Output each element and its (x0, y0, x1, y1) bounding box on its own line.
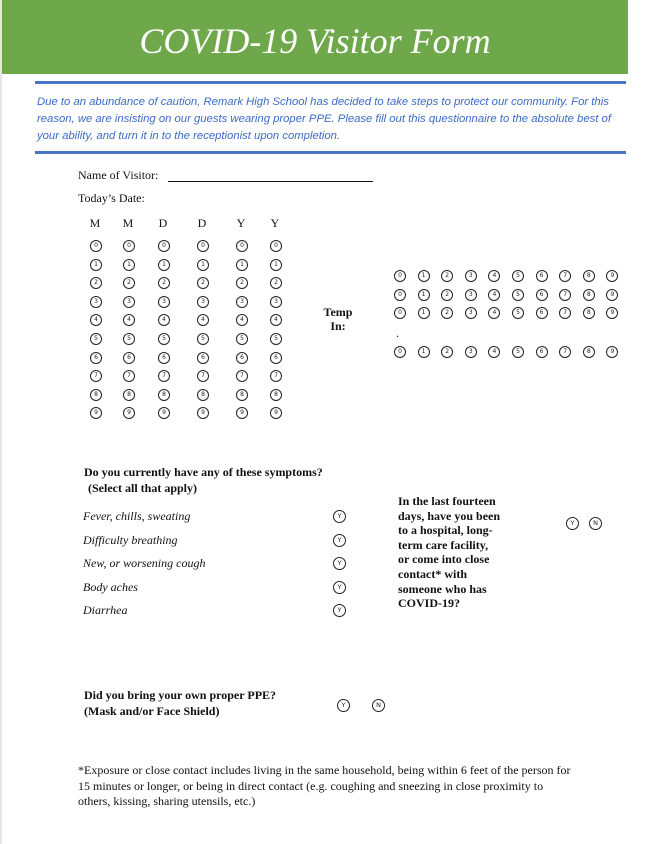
temp-label-line1: Temp (323, 305, 353, 319)
page-edge (0, 0, 2, 844)
temp-digit-bubble[interactable]: 0 (394, 307, 406, 319)
date-digit-bubble[interactable]: 9 (90, 407, 102, 419)
date-column-header: Y (236, 216, 246, 230)
temp-digit-bubble[interactable]: 6 (536, 270, 548, 282)
date-digit-bubble[interactable]: 1 (90, 259, 102, 271)
ppe-yes-bubble[interactable]: Y (337, 699, 350, 712)
date-digit-bubble[interactable]: 4 (270, 314, 282, 326)
date-digit-bubble[interactable]: 4 (90, 314, 102, 326)
temp-digit-bubble[interactable]: 1 (418, 289, 430, 301)
temp-digit-bubble[interactable]: 1 (418, 346, 430, 358)
date-digit-bubble[interactable]: 7 (270, 370, 282, 382)
date-column-header: D (158, 216, 168, 230)
top-rule (35, 81, 626, 84)
temp-digit-bubble[interactable]: 0 (394, 289, 406, 301)
date-digit-bubble[interactable]: 3 (197, 296, 209, 308)
temp-digit-bubble[interactable]: 5 (512, 270, 524, 282)
temp-digit-bubble[interactable]: 5 (512, 346, 524, 358)
date-digit-bubble[interactable]: 3 (236, 296, 248, 308)
date-digit-bubble[interactable]: 6 (197, 352, 209, 364)
date-digit-bubble[interactable]: 8 (197, 389, 209, 401)
date-digit-bubble[interactable]: 9 (236, 407, 248, 419)
temp-digit-bubble[interactable]: 8 (583, 270, 595, 282)
date-digit-bubble[interactable]: 6 (90, 352, 102, 364)
form-title: COVID-19 Visitor Form (2, 0, 628, 74)
date-digit-bubble[interactable]: 2 (270, 277, 282, 289)
date-digit-bubble[interactable]: 8 (123, 389, 135, 401)
temp-digit-bubble[interactable]: 5 (512, 289, 524, 301)
temp-digit-bubble[interactable]: 4 (488, 307, 500, 319)
date-digit-bubble[interactable]: 9 (197, 407, 209, 419)
date-digit-bubble[interactable]: 1 (123, 259, 135, 271)
date-digit-bubble[interactable]: 6 (158, 352, 170, 364)
date-digit-bubble[interactable]: 1 (197, 259, 209, 271)
date-digit-bubble[interactable]: 6 (270, 352, 282, 364)
date-digit-bubble[interactable]: 5 (236, 333, 248, 345)
temp-digit-bubble[interactable]: 3 (465, 307, 477, 319)
date-digit-bubble[interactable]: 7 (197, 370, 209, 382)
temp-digit-bubble[interactable]: 8 (583, 289, 595, 301)
exposure-footnote: *Exposure or close contact includes living in the same household, being within 6 feet of the person for 15 minutes or longer, or being in direct contact (e.g. coughing and sneezing in close proximity to others, kissing, sharing utensils, etc.) (78, 763, 571, 808)
symptom-label: New, or worsening cough (83, 556, 206, 571)
intro-paragraph: Due to an abundance of caution, Remark High School has decided to take steps to protect our community. For this reason, we are insisting on our guests wearing proper PPE. Please fill out this questionnaire to the absolute best of your ability, and turn it in to the receptionist upon completion. (37, 96, 611, 142)
exposure-question-line: COVID-19? (398, 596, 460, 611)
temp-digit-bubble[interactable]: 9 (606, 270, 618, 282)
date-column-header: D (197, 216, 207, 230)
exposure-question-line: to a hospital, long- (398, 523, 493, 538)
date-digit-bubble[interactable]: 4 (197, 314, 209, 326)
date-digit-bubble[interactable]: 1 (158, 259, 170, 271)
temp-digit-bubble[interactable]: 0 (394, 346, 406, 358)
date-digit-bubble[interactable]: 3 (158, 296, 170, 308)
exposure-question-line: days, have you been (398, 508, 501, 523)
date-digit-bubble[interactable]: 5 (270, 333, 282, 345)
temp-digit-bubble[interactable]: 2 (441, 346, 453, 358)
temp-digit-bubble[interactable]: 7 (559, 307, 571, 319)
date-column-header: M (89, 216, 101, 230)
date-digit-bubble[interactable]: 5 (90, 333, 102, 345)
symptom-yes-bubble[interactable]: Y (333, 510, 346, 523)
visitor-name-label: Name of Visitor: (78, 168, 159, 182)
symptom-label: Difficulty breathing (83, 532, 178, 547)
temp-digit-bubble[interactable]: 6 (536, 346, 548, 358)
date-digit-bubble[interactable]: 5 (158, 333, 170, 345)
date-digit-bubble[interactable]: 3 (123, 296, 135, 308)
temp-decimal-point: . (396, 326, 399, 340)
date-digit-bubble[interactable]: 4 (123, 314, 135, 326)
date-digit-bubble[interactable]: 6 (123, 352, 135, 364)
visitor-name-field[interactable] (168, 181, 373, 182)
exposure-question-line: or come into close (398, 552, 490, 567)
symptom-label: Body aches (83, 579, 138, 594)
symptom-yes-bubble[interactable]: Y (333, 534, 346, 547)
temp-digit-bubble[interactable]: 1 (418, 307, 430, 319)
temp-digit-bubble[interactable]: 3 (465, 270, 477, 282)
date-column-header: Y (270, 216, 280, 230)
date-column-header: M (122, 216, 134, 230)
date-digit-bubble[interactable]: 8 (90, 389, 102, 401)
temp-digit-bubble[interactable]: 3 (465, 289, 477, 301)
date-digit-bubble[interactable]: 8 (236, 389, 248, 401)
temp-digit-bubble[interactable]: 7 (559, 270, 571, 282)
temp-digit-bubble[interactable]: 9 (606, 346, 618, 358)
bottom-rule (35, 151, 626, 154)
date-digit-bubble[interactable]: 4 (236, 314, 248, 326)
date-digit-bubble[interactable]: 2 (123, 277, 135, 289)
temp-digit-bubble[interactable]: 4 (488, 289, 500, 301)
temp-digit-bubble[interactable]: 8 (583, 307, 595, 319)
date-digit-bubble[interactable]: 2 (158, 277, 170, 289)
date-label: Today’s Date: (78, 191, 145, 205)
date-digit-bubble[interactable]: 9 (270, 407, 282, 419)
exposure-yes-bubble[interactable]: Y (566, 517, 579, 530)
date-digit-bubble[interactable]: 8 (270, 389, 282, 401)
symptom-label: Fever, chills, sweating (83, 509, 191, 523)
symptom-label: Diarrhea (83, 603, 128, 618)
date-digit-bubble[interactable]: 7 (158, 370, 170, 382)
date-digit-bubble[interactable]: 5 (123, 333, 135, 345)
date-digit-bubble[interactable]: 7 (123, 370, 135, 382)
exposure-question-line: In the last fourteen (398, 494, 496, 508)
temp-digit-bubble[interactable]: 6 (536, 307, 548, 319)
symptom-yes-bubble[interactable]: Y (333, 604, 346, 617)
date-digit-bubble[interactable]: 0 (270, 240, 282, 252)
date-digit-bubble[interactable]: 9 (158, 407, 170, 419)
date-digit-bubble[interactable]: 1 (236, 259, 248, 271)
temp-digit-bubble[interactable]: 9 (606, 307, 618, 319)
date-digit-bubble[interactable]: 0 (123, 240, 135, 252)
date-digit-bubble[interactable]: 3 (270, 296, 282, 308)
symptoms-question: Do you currently have any of these symptoms? (84, 465, 323, 479)
temp-digit-bubble[interactable]: 7 (559, 289, 571, 301)
temp-digit-bubble[interactable]: 2 (441, 270, 453, 282)
symptom-yes-bubble[interactable]: Y (333, 581, 346, 594)
date-digit-bubble[interactable]: 2 (236, 277, 248, 289)
temp-digit-bubble[interactable]: 3 (465, 346, 477, 358)
temp-digit-bubble[interactable]: 4 (488, 270, 500, 282)
symptoms-instruction: (Select all that apply) (88, 481, 197, 495)
symptom-yes-bubble[interactable]: Y (333, 557, 346, 570)
date-digit-bubble[interactable]: 2 (197, 277, 209, 289)
exposure-question-line: someone who has (398, 581, 487, 596)
date-digit-bubble[interactable]: 2 (90, 277, 102, 289)
exposure-question-line: contact* with (398, 567, 467, 581)
temp-digit-bubble[interactable]: 8 (583, 346, 595, 358)
ppe-no-bubble[interactable]: N (372, 699, 385, 712)
temp-digit-bubble[interactable]: 6 (536, 289, 548, 301)
exposure-no-bubble[interactable]: N (589, 517, 602, 530)
date-digit-bubble[interactable]: 7 (90, 370, 102, 382)
temp-digit-bubble[interactable]: 1 (418, 270, 430, 282)
date-digit-bubble[interactable]: 0 (236, 240, 248, 252)
date-digit-bubble[interactable]: 1 (270, 259, 282, 271)
date-digit-bubble[interactable]: 4 (158, 314, 170, 326)
date-digit-bubble[interactable]: 0 (158, 240, 170, 252)
date-digit-bubble[interactable]: 0 (197, 240, 209, 252)
ppe-question: Did you bring your own proper PPE? (84, 688, 277, 702)
date-digit-bubble[interactable]: 7 (236, 370, 248, 382)
temp-digit-bubble[interactable]: 2 (441, 307, 453, 319)
date-digit-bubble[interactable]: 5 (197, 333, 209, 345)
date-digit-bubble[interactable]: 8 (158, 389, 170, 401)
temp-digit-bubble[interactable]: 7 (559, 346, 571, 358)
temp-digit-bubble[interactable]: 4 (488, 346, 500, 358)
temp-digit-bubble[interactable]: 0 (394, 270, 406, 282)
temp-digit-bubble[interactable]: 5 (512, 307, 524, 319)
date-digit-bubble[interactable]: 3 (90, 296, 102, 308)
exposure-question-line: term care facility, (398, 537, 489, 552)
date-digit-bubble[interactable]: 0 (90, 240, 102, 252)
date-digit-bubble[interactable]: 6 (236, 352, 248, 364)
temp-label-line2: In: (330, 319, 346, 333)
temp-digit-bubble[interactable]: 9 (606, 289, 618, 301)
date-digit-bubble[interactable]: 9 (123, 407, 135, 419)
temp-digit-bubble[interactable]: 2 (441, 289, 453, 301)
ppe-instruction: (Mask and/or Face Shield) (84, 704, 220, 718)
